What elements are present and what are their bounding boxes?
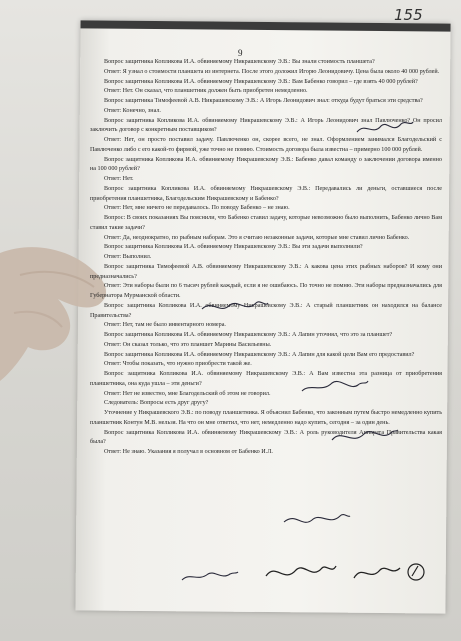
paragraph: Ответ: Нет, он просто поставил задачу. Павлюченко он, скорее всего, не знал. Оформлением занимался Благодельский с Павлюченко либо с его какой-то фирмой, уже точно не помню. Стоимость договора была известна – примерно 100 000 рублей. (90, 137, 442, 153)
paragraph: Вопрос защитника Копликова И.А. обвиняемому Никрашевскому Э.В.: А Лапин для какой цели Вам его предоставил? (104, 351, 415, 358)
paragraph: Ответ: Да, неоднократно, по рыбным наборам. Это я считаю незаконные задачи, которые мне ставил лично Бабенко. (104, 234, 410, 241)
paragraph: Ответ: Нет. (104, 176, 134, 182)
paragraph: Вопрос защитника Тимофеевой А.В. Никрашевскому Э.В.: А Игорь Леонидович знал: откуда будут браться эти средства? (104, 98, 423, 104)
paragraph: Вопрос: В своих показаниях Вы пояснили, что Бабенко ставил задачу, которые невозможно было выполнить, Бабенко лично Вам ставил такие задачи? (90, 215, 442, 231)
paragraph: Вопрос защитника Копликова И.А. обвиняемому Никрашевскому Э.В.: А старый планшетник он находился на балансе Правительства? (90, 302, 442, 319)
paragraph: Вопрос защитника Копликова И.А. обвиняемому Никрашевскому Э.В.: Вы знали стоимость планшета? (104, 59, 375, 65)
paragraph: Вопрос защитника Копликова И.А. обвиняемому Никрашевскому Э.В.: Передавались ли деньги, оставшиеся после приобретения планшетника, Благодельским Никрашевскому и Бабенко? (90, 185, 442, 202)
paragraph: Ответ: Нет, мне ничего не передавалось. По поводу Бабенко – не знаю. (104, 205, 290, 212)
paragraph: Ответ: Не знаю. Указания я получал в основном от Бабенко И.Л. (104, 449, 273, 455)
paragraph: Ответ: Я узнал о стоимости планшета из интернета. После этого доложил Игорю Леонидовичу. Цена была около 40 000 рублей. (104, 68, 440, 75)
archive-page-number: 155 (394, 6, 423, 24)
paragraph: Вопрос защитника Копликова И.А. обвиняемому Никрашевскому Э.В.: Вы эти задачи выполнили? (104, 244, 363, 251)
paragraph: Ответ: Нет не известно, мне Благодельский об этом не говорил. (104, 390, 271, 397)
signature-mark (180, 566, 240, 586)
signature-mark (300, 377, 370, 397)
paragraph: Вопрос защитника Копликова И.А. обвиняемому Никрашевскому Э.В.: Вам Бабенко говорил – где взять 40 000 рублей? (104, 78, 418, 85)
paragraph: Ответ: Нет, там не было инвентарного номера. (104, 322, 226, 329)
paragraph: Вопрос защитника Копликова И.А. обвиняемому Никрашевскому Э.В.: А роль руководителя Аппарата Правительства какая была? (90, 429, 442, 446)
bottom-signatures (262, 556, 432, 590)
paragraph: Вопрос защитника Копликова И.А. обвиняемому Никрашевскому Э.В.: А Вам известна эта разница от приобретения планшетника, она куда ушла – эти деньги? (90, 371, 442, 387)
paragraph: Ответ: Нет. Он сказал, что планшетник должен быть приобретен немедленно. (104, 88, 308, 95)
page-number: 9 (238, 48, 243, 58)
paragraph: Ответ: Он сказал только, что это планшет Марины Васильевны. (104, 341, 272, 348)
signature-mark (200, 297, 270, 317)
paragraph: Ответ: Выполнил. (104, 254, 152, 260)
signature-mark (282, 510, 352, 532)
paragraph: Ответ: Чтобы показать, что нужно приобрести такой же. (104, 361, 252, 368)
signature-mark (355, 118, 415, 138)
paragraph: Вопрос защитника Копликова И.А. обвиняемому Никрашевскому Э.В.: А Игорь Леонидович знал Павлюченко? Он просил заключить договор с конкретным поставщиком? (90, 117, 442, 134)
paragraph: Ответ: Эти наборы были по 6 тысяч рублей каждый, если я не ошибаюсь. По точно не помню. Эти наборы предназначались для Губернатора Мурманской области. (90, 283, 442, 299)
paragraph: Вопрос защитника Копликова И.А. обвиняемому Никрашевскому Э.В.: Бабенко давал команду о заключении договора именно на 100 000 рублей? (90, 156, 442, 173)
paragraph: Вопрос защитника Копликова И.А. обвиняемому Никрашевскому Э.В.: А Лапин уточнял, что это за планшет? (104, 332, 393, 338)
paragraph: Уточнение у Никрашевского Э.В.: по поводу планшетника. Я объяснил Бабенко, что законным путем быстро немедленно купить планшетник Контун М.В. нельзя. На что он мне ответил, что нет, немедленно надо купить, сегодня – за один день. (90, 410, 442, 426)
paragraph: Следователь: Вопросы есть друг другу? (104, 400, 209, 407)
paragraph: Ответ: Конечно, знал. (104, 107, 161, 114)
signature-mark (330, 426, 400, 448)
paragraph: Вопрос защитника Тимофеевой А.В. обвиняемому Никрашевскому Э.В.: А какова цена этих рыбных наборов? И кому они предназначались? (90, 263, 442, 280)
